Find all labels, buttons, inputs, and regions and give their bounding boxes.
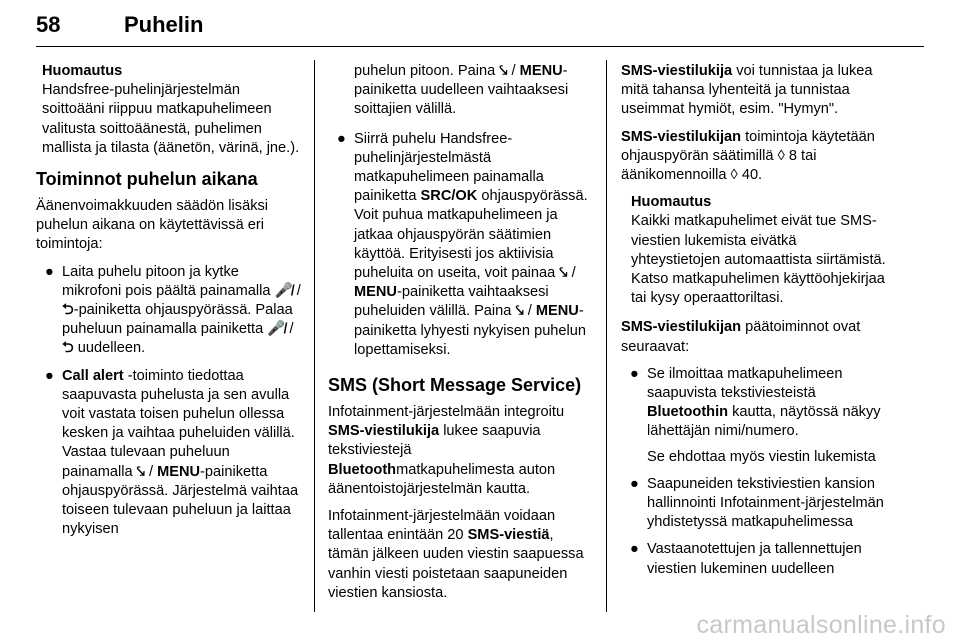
list-item: ● Siirrä puhelu Handsfree-puhelinjärjestelmästä matkapuhelimeen painamalla painiketta SRC/OK ohjauspyörässä. Voit puhua matkapuhelimeen ja jatkaa ohjauspyörän säätimien käyttöä. Erityisesti jos aktiivisia puheluita on useita, voit painaa ⤥ / MENU-painiketta vaihtaaksesi puheluiden välillä. Paina ⤥ / MENU-painiketta lyhyesti nykyisen puhelun lopettamiseksi. bbox=[337, 130, 588, 358]
list-item: ● Call alert -toiminto tiedottaa saapuvasta puhelusta ja sen avulla voit vastata toisen puhelun ollessa kesken ja vaihtaa puheluiden välillä. Vastaa tulevaan puheluun painamalla ⤥ / MENU-painiketta ohjauspyörässä. Järjestelmä vaihtaa toiseen tulevaan puheluun ja laittaa nykyisen bbox=[45, 367, 299, 538]
page-number: 58 bbox=[36, 12, 61, 37]
column-1 bbox=[36, 62, 302, 547]
bullet-icon: ● bbox=[630, 475, 639, 492]
note-title: Huomautus bbox=[631, 194, 712, 211]
section-heading: SMS (Short Message Service) bbox=[328, 375, 582, 396]
phone-icon: ⤥ bbox=[515, 303, 524, 320]
bullet-icon: ● bbox=[630, 541, 639, 558]
call-alert-label: Call alert bbox=[62, 367, 124, 384]
note-title: Huomautus bbox=[42, 63, 123, 79]
column-2 bbox=[328, 62, 596, 611]
sub-paragraph: Se ehdottaa myös viestin lukemista bbox=[647, 448, 876, 465]
page-ref-icon: ◊ bbox=[730, 167, 738, 184]
paragraph: SMS-viestilukijan päätoiminnot ovat seuraavat: bbox=[621, 319, 861, 355]
list-item-continued: puhelun pitoon. Paina ⤥ / MENU-painiketta uudelleen vaihtaaksesi soittajien välillä. bbox=[354, 63, 569, 118]
column-divider-2 bbox=[606, 60, 607, 612]
note-text: Handsfree-puhelinjärjestelmän soittoääni riippuu matkapuhelimeen valitusta soittoäänestä, puhelimen mallista ja tilasta (äänetön, värinä, jne.). bbox=[42, 82, 300, 156]
phone-icon: ⤥ bbox=[559, 265, 568, 282]
bullet-icon: ● bbox=[630, 365, 639, 382]
section-heading: Toiminnot puhelun aikana bbox=[36, 169, 258, 190]
paragraph: SMS-viestilukija voi tunnistaa ja lukea mitä tahansa lyhenteitä ja tunnistaa useimmat hymiöt, esim. "Hymyn". bbox=[621, 63, 873, 118]
note-text: Kaikki matkapuhelimet eivät tue SMS-viestien lukemista eivätkä yhteystietojen automaattista siirtämistä. Katso matkapuhelimen käyttöohjekirjaa tai kysy operaattoriltasi. bbox=[631, 213, 886, 307]
list-item: ● Saapuneiden tekstiviestien kansion hallinnointi Infotainment-järjestelmän yhdistetyssä matkapuhelimessa bbox=[630, 475, 884, 531]
note-box bbox=[36, 62, 302, 158]
bullet-icon: ● bbox=[45, 367, 54, 384]
mute-icon: 🎤̸ bbox=[267, 321, 286, 338]
paragraph: Infotainment-järjestelmään voidaan tallentaa enintään 20 SMS-viestiä, tämän jälkeen uuden viestin saapuessa vanhin viesti poistetaan saapuneiden viestien kansiosta. bbox=[328, 508, 584, 601]
paragraph: SMS-viestilukijan toimintoja käytetään ohjauspyörän säätimillä ◊ 8 tai äänikomennoilla ◊ 40. bbox=[621, 128, 875, 184]
bullet-icon: ● bbox=[45, 263, 54, 280]
watermark: carmanualsonline.info bbox=[696, 611, 946, 639]
back-icon: ⮌ bbox=[62, 340, 74, 357]
list-item: ● Se ilmoittaa matkapuhelimeen saapuvista tekstiviesteistä Bluetoothin kautta, näytössä näkyy lähettäjän nimi/numero. Se ehdottaa myös viestin lukemista bbox=[621, 365, 889, 467]
column-divider-1 bbox=[314, 60, 315, 612]
page-header bbox=[36, 8, 924, 47]
paragraph: Infotainment-järjestelmään integroitu SMS-viestilukija lukee saapuvia tekstiviestejä Bluetoothmatkapuhelimesta auton äänentoistojärjestelmän kautta. bbox=[328, 404, 565, 497]
list-item: ● Laita puhelu pitoon ja kytke mikrofoni pois päältä painamalla 🎤̸ / ⮌-painiketta ohjauspyörässä. Palaa puheluun painamalla painiketta 🎤̸ / ⮌ uudelleen. bbox=[36, 263, 302, 359]
bullet-icon: ● bbox=[337, 130, 346, 147]
back-icon: ⮌ bbox=[62, 302, 74, 319]
intro-paragraph: Äänenvoimakkuuden säädön lisäksi puhelun aikana on käytettävissä eri toimintoja: bbox=[36, 198, 269, 253]
running-title: Puhelin bbox=[124, 12, 204, 37]
phone-icon: ⤥ bbox=[499, 63, 508, 79]
list-item: ● Vastaanotettujen ja tallennettujen viestien lukeminen uudelleen bbox=[630, 541, 862, 577]
mute-icon: 🎤̸ bbox=[274, 282, 293, 299]
column-3 bbox=[621, 62, 889, 587]
note-box bbox=[621, 193, 889, 308]
page-ref-icon: ◊ bbox=[777, 147, 785, 164]
phone-icon: ⤥ bbox=[136, 463, 145, 480]
